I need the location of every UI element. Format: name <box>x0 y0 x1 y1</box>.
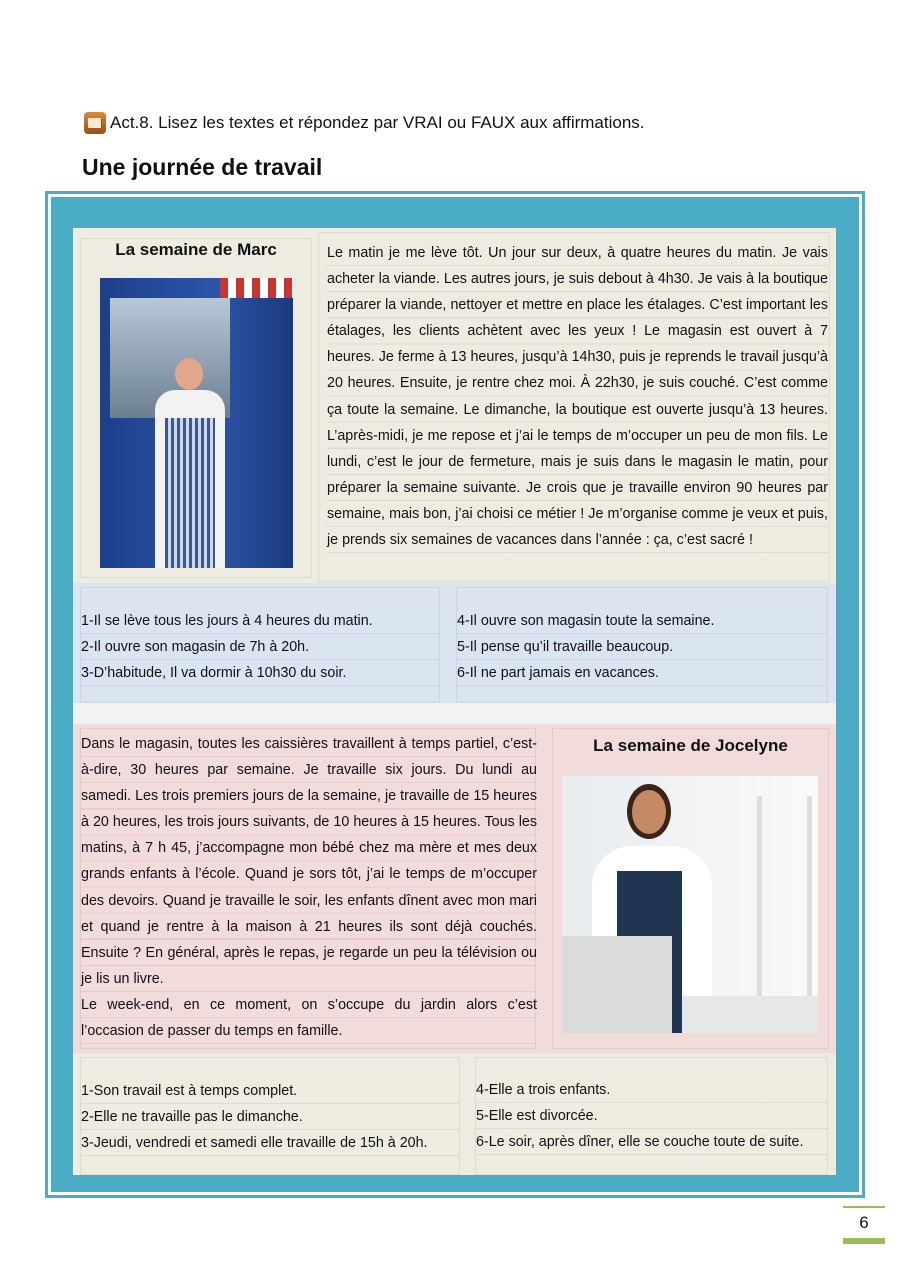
question-1: 1-Il se lève tous les jours à 4 heures du matin. <box>81 613 373 629</box>
jocelyne-text: Dans le magasin, toutes les caissières travaillent à temps partiel, c’est-à-dire, 30 heures par semaine. Je travaille six jours. Du lundi au samedi. Les trois premiers jours de la semaine, je travaille de 15 heures à 20 heures, les trois jours suivants, de 10 heures à 15 heures. Tous les matins, à 7 h 45, j’accompagne mon bébé chez ma mère et mes deux grands enfants à l’école. Quand je sors tôt, j’ai le temps de m’occuper des devoirs. Quand je travaille le soir, les enfants dînent avec mon mari et quand je rentre à la maison à 21 heures ils sont déjà couchés. Ensuite ? En général, après le repas, je regarde un peu la télévision ou je lis un livre. <box>81 736 537 987</box>
question-2: 2-Il ouvre son magasin de 7h à 20h. <box>81 639 310 655</box>
jocelyne-text-2: Le week-end, en ce moment, on s’occupe du jardin alors c’est l’occasion de passer du temps en famille. <box>81 996 537 1040</box>
jocelyne-photo <box>562 776 818 1033</box>
jocelyne-questions <box>73 1053 836 1175</box>
page-title: Une journée de travail <box>82 154 323 180</box>
marc-text: Le matin je me lève tôt. Un jour sur deux, à quatre heures du matin. Je vais acheter la viande. Les autres jours, je suis debout à 4h30. Je vais à la boutique préparer la viande, nettoyer et mettre en place les étalages. C’est important les étalages, les clients achètent avec les yeux ! Le magasin est ouvert à 7 heures. Je ferme à 13 heures, jusqu’à 14h30, puis je reprends le travail jusqu’à 20 heures. Ensuite, je rentre chez moi. À 22h30, je suis couché. C’est comme ça toute la semaine. Le dimanche, la boutique est ouverte jusqu’à 13 heures. L’après-midi, je me repose et j’ai le temps de m’occuper un peu de mon fils. Le lundi, c’est le jour de fermeture, mais je suis dans le magasin le matin, pour préparer la semaine suivante. Je crois que je travaille environ 90 heures par semaine, mais bon, j’ai choisi ce métier ! Je m’organise comme je veux et puis, je prends six semaines de vacances dans l’année : ça, c’est sacré ! <box>327 240 828 553</box>
page-number: 6 <box>843 1206 885 1244</box>
question-4: 4-Il ouvre son magasin toute la semaine. <box>457 613 715 629</box>
question-5: 5-Elle est divorcée. <box>476 1108 598 1124</box>
marc-photo <box>100 278 293 568</box>
instruction-text: Act.8. Lisez les textes et répondez par VRAI ou FAUX aux affirmations. <box>110 113 645 132</box>
question-6: 6-Le soir, après dîner, elle se couche toute de suite. <box>476 1134 804 1150</box>
question-5: 5-Il pense qu’il travaille beaucoup. <box>457 639 674 655</box>
book-icon <box>84 112 106 134</box>
question-3: 3-D’habitude, Il va dormir à 10h30 du soir. <box>81 665 347 681</box>
jocelyne-heading: La semaine de Jocelyne <box>593 736 788 755</box>
marc-heading: La semaine de Marc <box>115 240 277 259</box>
jocelyne-section <box>73 724 836 1053</box>
question-1: 1-Son travail est à temps complet. <box>81 1083 298 1099</box>
question-4: 4-Elle a trois enfants. <box>476 1082 611 1098</box>
question-6: 6-Il ne part jamais en vacances. <box>457 665 659 681</box>
instruction <box>84 112 645 134</box>
marc-section <box>73 228 836 583</box>
question-2: 2-Elle ne travaille pas le dimanche. <box>81 1109 303 1125</box>
marc-questions <box>73 583 836 703</box>
question-3: 3-Jeudi, vendredi et samedi elle travaille de 15h à 20h. <box>81 1135 428 1151</box>
